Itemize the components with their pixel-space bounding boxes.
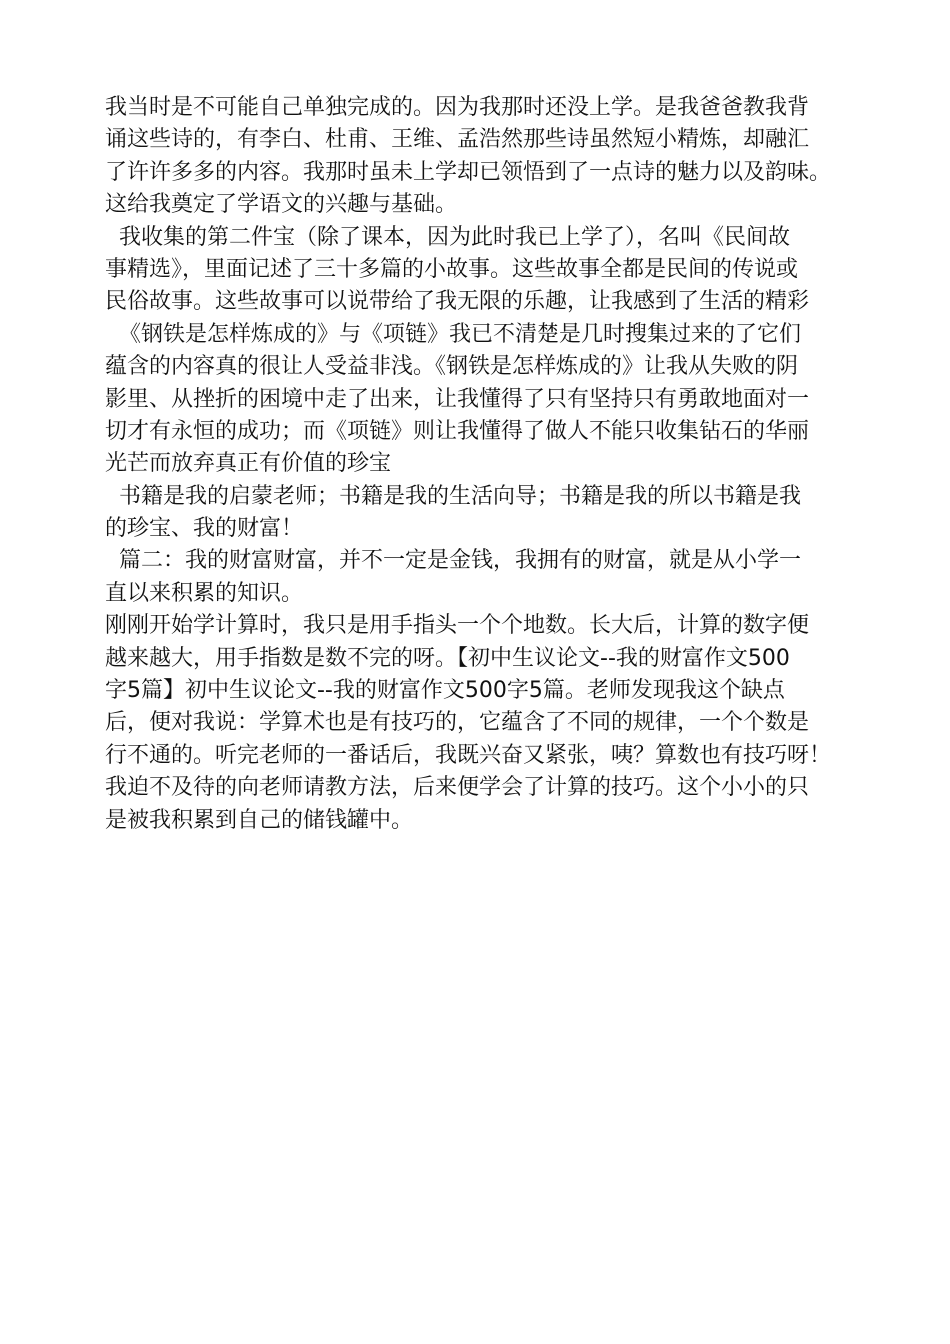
text-line: 书籍是我的启蒙老师；书籍是我的生活向导；书籍是我的所以书籍是我 <box>105 483 801 509</box>
text-line: 我迫不及待的向老师请教方法，后来便学会了计算的技巧。这个小小的只 <box>105 775 810 801</box>
text-line: 《钢铁是怎样炼成的》与《项链》我已不清楚是几时搜集过来的了它们 <box>105 321 801 347</box>
text-line: 行不通的。听完老师的一番话后，我既兴奋又紧张，咦？算数也有技巧呀！ <box>105 742 832 768</box>
text-line: 刚刚开始学计算时，我只是用手指头一个个地数。长大后，计算的数字便 <box>105 613 810 639</box>
text-line: 光芒而放弃真正有价值的珍宝 <box>105 451 392 477</box>
text-line: 事精选》，里面记述了三十多篇的小故事。这些故事全都是民间的传说或 <box>105 256 799 282</box>
text-line: 篇二：我的财富财富，并不一定是金钱，我拥有的财富，就是从小学一 <box>105 548 801 574</box>
body-text <box>105 92 885 837</box>
text-line: 切才有永恒的成功；而《项链》则让我懂得了做人不能只收集钻石的华丽 <box>105 418 810 444</box>
text-line: 了许许多多的内容。我那时虽未上学却已领悟到了一点诗的魅力以及韵味。 <box>105 159 832 185</box>
text-line: 影里、从挫折的困境中走了出来，让我懂得了只有坚持只有勇敢地面对一 <box>105 386 810 412</box>
text-line: 诵这些诗的，有李白、杜甫、王维、孟浩然那些诗虽然短小精炼，却融汇 <box>105 127 810 153</box>
text-line: 的珍宝、我的财富！ <box>105 516 304 542</box>
text-line: 这给我奠定了学语文的兴趣与基础。 <box>105 192 458 218</box>
text-line: 后，便对我说：学算术也是有技巧的，它蕴含了不同的规律，一个个数是 <box>105 710 810 736</box>
text-line: 蕴含的内容真的很让人受益非浅。《钢铁是怎样炼成的》让我从失败的阴 <box>105 354 799 380</box>
text-line: 是被我积累到自己的储钱罐中。 <box>105 807 414 833</box>
text-line: 我当时是不可能自己单独完成的。因为我那时还没上学。是我爸爸教我背 <box>105 95 810 120</box>
text-line: 民俗故事。这些故事可以说带给了我无限的乐趣，让我感到了生活的精彩 <box>105 289 810 315</box>
text-line: 我收集的第二件宝（除了课本，因为此时我已上学了），名叫《民间故 <box>105 224 790 250</box>
text-line: 直以来积累的知识。 <box>105 580 304 606</box>
text-line: 越来越大，用手指数是数不完的呀。【初中生议论文--我的财富作文500 <box>105 645 790 671</box>
text-line: 字5篇】初中生议论文--我的财富作文500字5篇。老师发现我这个缺点 <box>105 678 785 704</box>
